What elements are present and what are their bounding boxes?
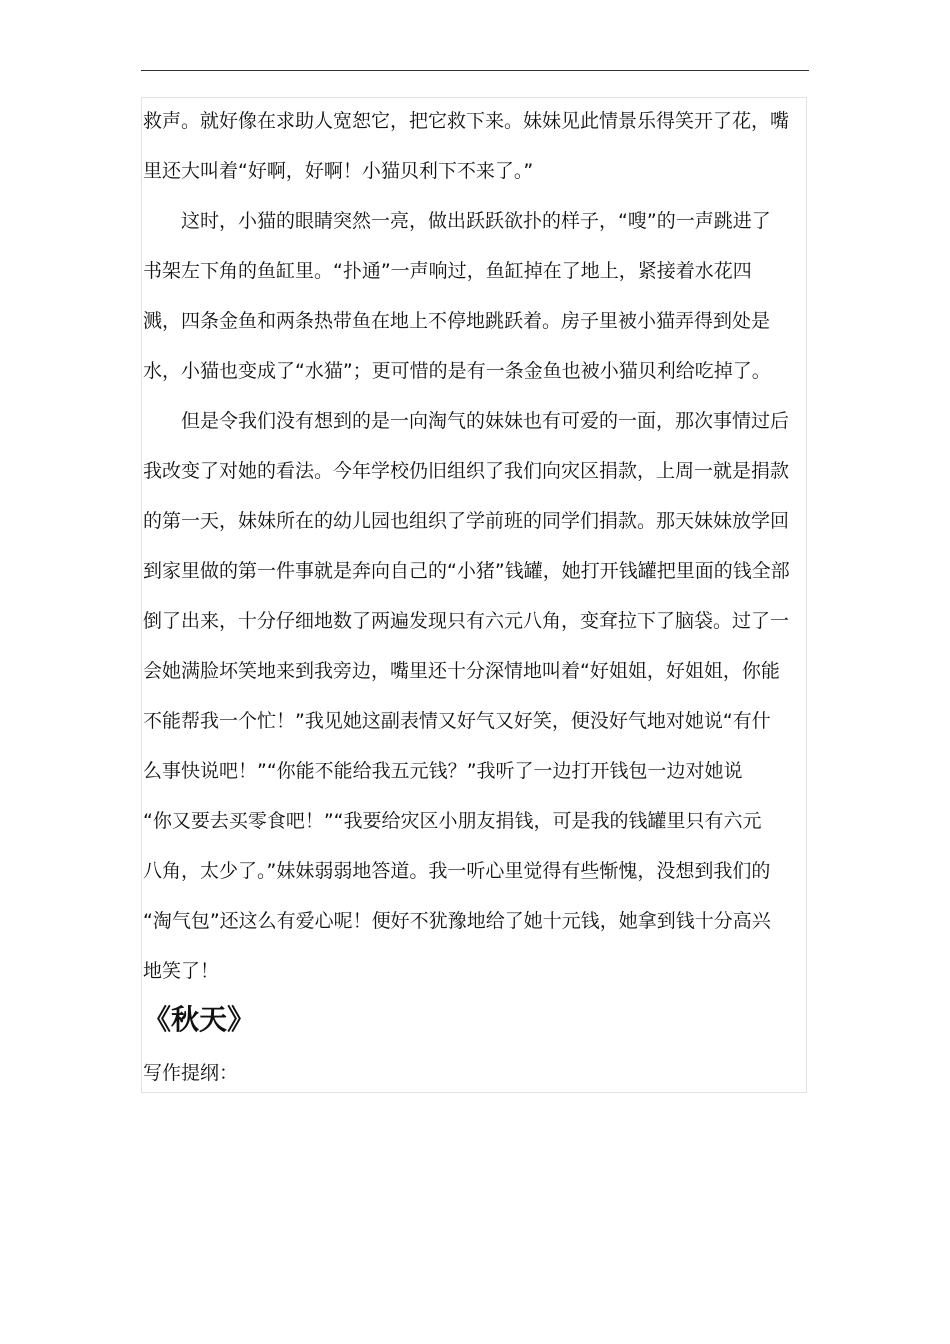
- text-line: 会她满脸坏笑地来到我旁边，嘴里还十分深情地叫着“好姐姐，好姐姐，你能: [143, 660, 780, 682]
- text-line: 水，小猫也变成了“水猫”；更可惜的是有一条金鱼也被小猫贝利给吃掉了。: [143, 360, 771, 382]
- text-line: 倒了出来，十分仔细地数了两遍发现只有六元八角，变耷拉下了脑袋。过了一: [143, 610, 790, 632]
- text-line: “淘气包”还这么有爱心呢！便好不犹豫地给了她十元钱，她拿到钱十分高兴: [143, 910, 771, 932]
- text-line: 书架左下角的鱼缸里。“扑通”一声响过，鱼缸掉在了地上，紧接着水花四: [143, 260, 752, 282]
- text-line: 救声。就好像在求助人宽恕它，把它救下来。妹妹见此情景乐得笑开了花，嘴: [143, 110, 790, 132]
- text-line: 的第一天，妹妹所在的幼儿园也组织了学前班的同学们捐款。那天妹妹放学回: [143, 510, 790, 532]
- text-line: 溅，四条金鱼和两条热带鱼在地上不停地跳跃着。房子里被小猫弄得到处是: [143, 310, 771, 332]
- text-line: 不能帮我一个忙！”我见她这副表情又好气又好笑，便没好气地对她说“有什: [143, 710, 771, 732]
- text-line: “你又要去买零食吧！”“我要给灾区小朋友捐钱，可是我的钱罐里只有六元: [143, 810, 762, 832]
- text-line: 我改变了对她的看法。今年学校仍旧组织了我们向灾区捐款，上周一就是捐款: [143, 460, 790, 482]
- text-line: 八角，太少了。”妹妹弱弱地答道。我一听心里觉得有些惭愧，没想到我们的: [143, 860, 771, 882]
- text-line: 地笑了！: [143, 960, 220, 982]
- text-line: 但是令我们没有想到的是一向淘气的妹妹也有可爱的一面，那次事情过后: [181, 410, 790, 432]
- text-line: 里还大叫着“好啊，好啊！小猫贝利下不来了。”: [143, 160, 534, 182]
- header-rule: [141, 70, 809, 71]
- outline-label: 写作提纲：: [143, 1062, 239, 1084]
- text-line: 到家里做的第一件事就是奔向自己的“小猪”钱罐，她打开钱罐把里面的钱全部: [143, 560, 790, 582]
- text-line: 么事快说吧！”“你能不能给我五元钱？”我听了一边打开钱包一边对她说: [143, 760, 743, 782]
- text-line: 这时，小猫的眼睛突然一亮，做出跃跃欲扑的样子，“嗖”的一声跳进了: [181, 210, 771, 232]
- section-title: 《秋天》: [143, 1003, 256, 1036]
- essay-body: [143, 96, 803, 1098]
